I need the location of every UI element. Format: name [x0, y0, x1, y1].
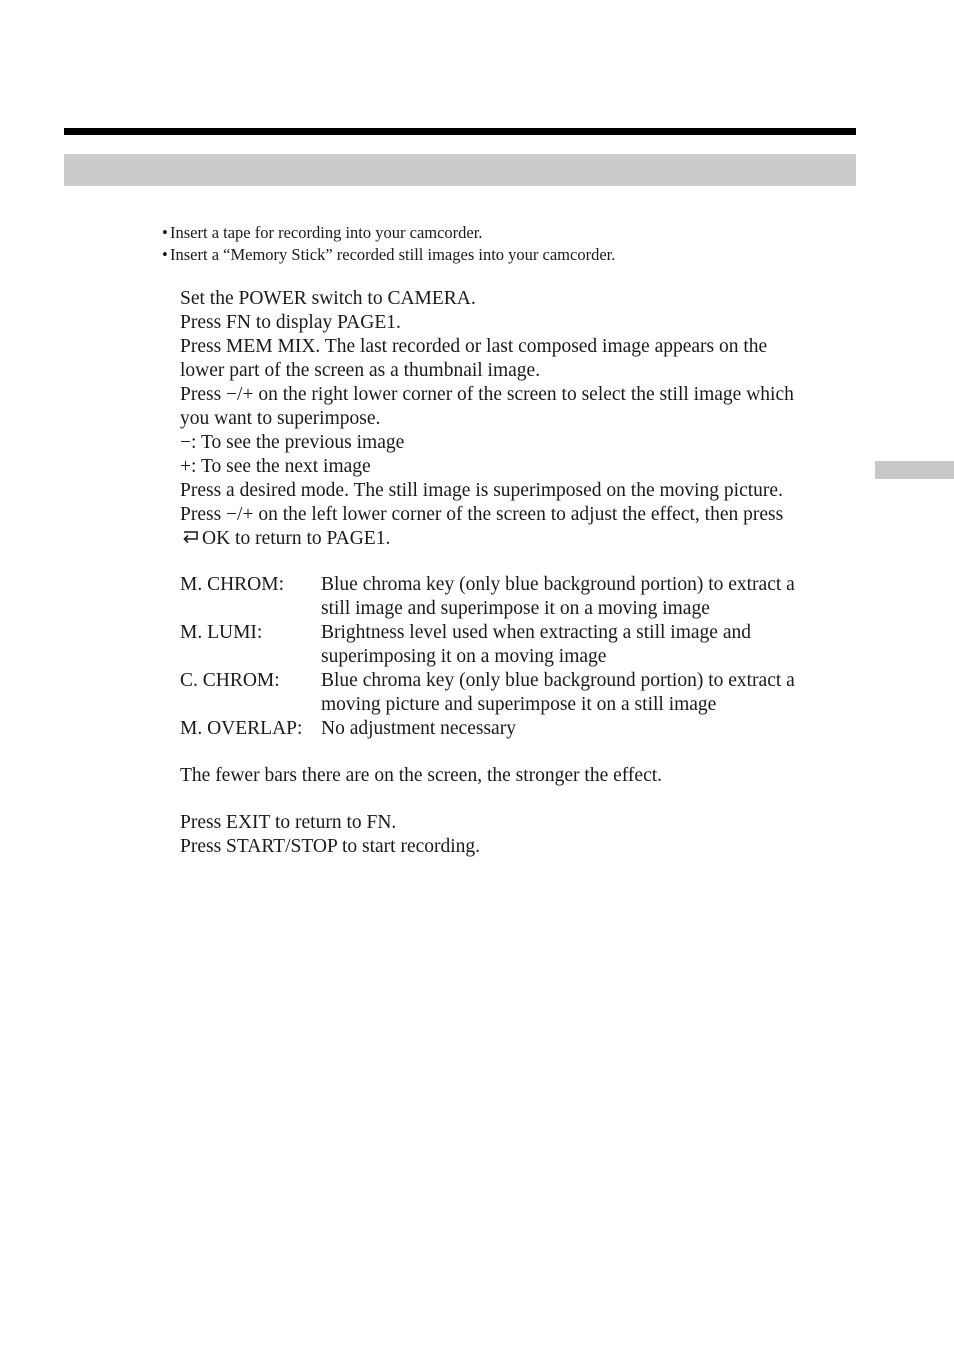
step-line: +: To see the next image [180, 456, 371, 477]
section-heading-bar [64, 154, 856, 186]
chapter-side-tab [875, 461, 954, 479]
mode-name: M. CHROM: [180, 574, 285, 595]
step-line: Press a desired mode. The still image is superimposed on the moving picture. [180, 480, 783, 501]
mode-row [180, 621, 795, 669]
mode-row [180, 669, 795, 717]
step-line: Press −/+ on the left lower corner of the screen to adjust the effect, then press [180, 504, 784, 525]
mode-name: M. LUMI: [180, 622, 263, 643]
step-line: Press −/+ on the right lower corner of the screen to select the still image which [180, 384, 794, 405]
final-steps [180, 811, 480, 859]
mode-description: Blue chroma key (only blue background portion) to extract a moving picture and superimpose it on a still image [321, 670, 795, 715]
step-line: you want to superimpose. [180, 408, 381, 429]
step-line: Press MEM MIX. The last recorded or last composed image appears on the [180, 336, 768, 357]
step-line: Set the POWER switch to CAMERA. [180, 288, 476, 309]
mode-name: M. OVERLAP: [180, 718, 303, 739]
mode-name: C. CHROM: [180, 670, 280, 691]
mode-table [180, 573, 795, 741]
return-arrow-icon [180, 527, 202, 551]
step-line: Press START/STOP to start recording. [180, 836, 481, 857]
header-rule [64, 128, 856, 135]
mode-row [180, 717, 795, 741]
mode-description: Brightness level used when extracting a still image and superimposing it on a moving image [321, 622, 751, 667]
prerequisites-list [162, 222, 615, 266]
step-line: lower part of the screen as a thumbnail image. [180, 360, 541, 381]
mode-description: No adjustment necessary [321, 718, 516, 739]
mode-row [180, 573, 795, 621]
prerequisite-item: • Insert a “Memory Stick” recorded still images into your camcorder. [162, 245, 616, 264]
step-line: −: To see the previous image [180, 432, 405, 453]
step-line: Press FN to display PAGE1. [180, 312, 401, 333]
step-line: OK to return to PAGE1. [180, 527, 794, 551]
effect-note: The fewer bars there are on the screen, the stronger the effect. [180, 765, 663, 786]
step-line: Press EXIT to return to FN. [180, 812, 397, 833]
mode-description: Blue chroma key (only blue background portion) to extract a still image and superimpose it on a moving image [321, 574, 795, 619]
procedure-steps [180, 287, 794, 551]
prerequisite-item: • Insert a tape for recording into your camcorder. [162, 223, 483, 242]
